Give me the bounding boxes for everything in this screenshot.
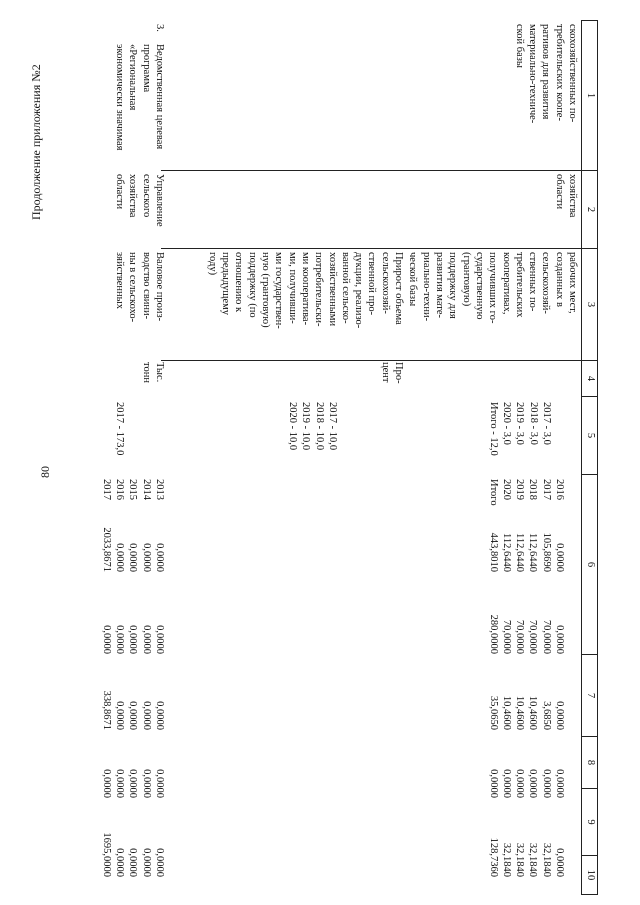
header-cell: 2 — [582, 171, 598, 249]
row-b-col8: 0,0000 0,0000 0,0000 0,0000 338,8671 — [100, 690, 165, 730]
row-b-col4-unit: Тыс. тонн — [140, 362, 165, 383]
row-a-col6: 0,0000 105,8690 112,6440 112,6440 112,6440 443,8010 — [487, 532, 565, 572]
row-b-years: 2013 2014 2015 2016 2017 — [100, 479, 165, 500]
page-number: 80 — [38, 466, 52, 478]
row-a-col9: 0,0000 0,0000 0,0000 0,0000 0,0000 0,0000 — [487, 769, 565, 798]
header-cell: 10 — [582, 856, 598, 895]
program-table — [581, 20, 598, 895]
row-b-col2: Управление сельского хозяйства области — [114, 174, 165, 227]
row-b-col10: 0,0000 0,0000 0,0000 0,0000 1695,0000 — [100, 832, 165, 877]
row-b-number: 3. — [154, 24, 165, 32]
row-a-col5-targets: 2017 - 3,0 2018 - 3,0 2019 - 3,0 2020 - 3,0 Итого - 12,0 — [487, 402, 552, 456]
row-a-col7: 0,0000 70,0000 70,0000 70,0000 70,0000 280,0000 — [487, 614, 565, 654]
header-cell: 3 — [582, 249, 598, 361]
header-row — [582, 21, 598, 895]
rotated-table-sheet — [68, 20, 598, 895]
header-cell: 5 — [582, 397, 598, 475]
row-b-col9: 0,0000 0,0000 0,0000 0,0000 0,0000 — [100, 769, 165, 798]
row-b-col7: 0,0000 0,0000 0,0000 0,0000 0,0000 — [100, 625, 165, 654]
row-a-col2: хозяйства области — [553, 174, 578, 218]
continuation-caption: Продолжение приложения №2 — [29, 64, 43, 220]
row-b-col1: Ведомственная целевая программа «Региональная экономически значимая — [114, 44, 165, 151]
header-cell: 9 — [582, 789, 598, 856]
row-a-col3-indicator-2: Прирост объема сельскохозяй- ственной про- дукции, реализо- ванной сельско- хозяйственными потребительски- ми кооператива- ми, получивши- ми государствен- ную (грантовую) поддержку (по отношению к предыдущему году) — [206, 252, 404, 329]
row-b-col6: 0,0000 0,0000 0,0000 0,0000 2033,8671 — [100, 527, 165, 572]
row-b-col5: 2017 - 173,0 — [114, 402, 125, 456]
row-a-col4-unit: Про- цент — [379, 362, 404, 384]
header-cell: 1 — [582, 21, 598, 171]
header-cell: 8 — [582, 737, 598, 789]
row-a-col3-indicator-1: рабочих мест, созданных в сельскохозяй- ственных по- требительских кооперативах, получивших го- сударственную (грантовую) поддержку для развития мате- риально-техни- ческой базы — [407, 252, 578, 324]
header-cell: 6 — [582, 475, 598, 655]
row-b-col3: Валовое произ- водство свини- ны в сельскохо- зяйственных — [114, 252, 165, 323]
row-a-col1: скохозяйственных по- требительских коопе- ративов для развития материально-техниче- ской базы — [513, 24, 578, 124]
header-cell: 4 — [582, 361, 598, 397]
header-cell: 7 — [582, 655, 598, 737]
row-a-col5-targets-2: 2017 - 10,0 2018 - 10,0 2019 - 10,0 2020 - 10,0 — [287, 402, 338, 451]
row-a-col8: 0,0000 3,6850 10,4600 10,4600 10,4600 35,0650 — [487, 695, 565, 730]
row-a-col10: 0,0000 32,1840 32,1840 32,1840 32,1840 128,7360 — [487, 837, 565, 877]
row-a-years: 2016 2017 2018 2019 2020 Итого — [487, 479, 565, 506]
